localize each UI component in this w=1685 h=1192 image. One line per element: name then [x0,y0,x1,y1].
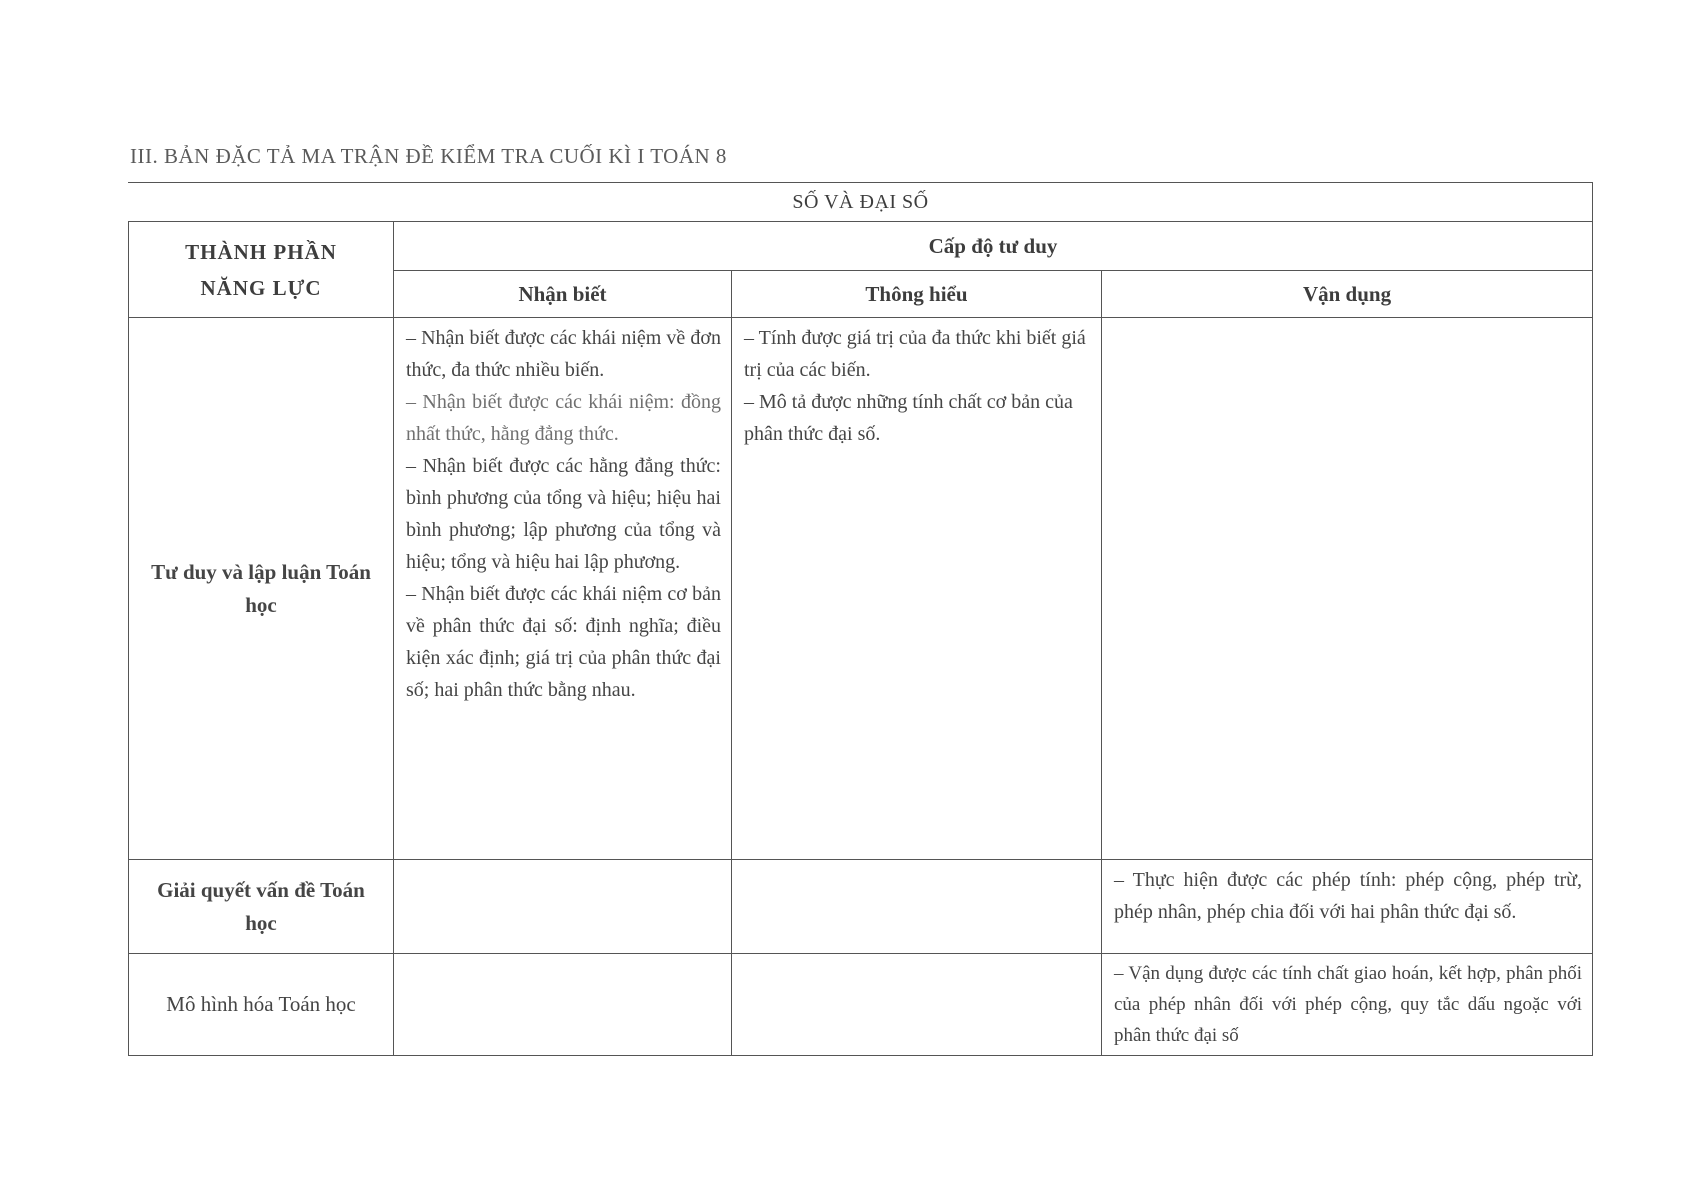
recognize-cell [394,954,732,1056]
topic-header: SỐ VÀ ĐẠI SỐ [129,183,1593,222]
apply-item: – Thực hiện được các phép tính: phép cộng, phép trừ, phép nhân, phép chia đối với hai phân thức đại số. [1114,869,1583,923]
specification-matrix-table [128,182,1593,1056]
recognize-cell [394,318,732,860]
table-row [129,954,1593,1056]
row-competency-label: Mô hình hóa Toán học [129,954,394,1056]
recognize-item: – Nhận biết được các khái niệm cơ bản về phân thức đại số: định nghĩa; điều kiện xác định; giá trị của phân thức đại số; hai phân thức bằng nhau. [406,583,721,701]
level-understand-header: Thông hiểu [732,271,1102,318]
understand-item: – Tính được giá trị của đa thức khi biết giá trị của các biến. [744,327,1086,381]
table-row [129,318,1593,860]
recognize-item: – Nhận biết được các khái niệm: đồng nhất thức, hằng đẳng thức. [406,391,721,445]
competency-header-text: THÀNH PHẦN NĂNG LỰC [185,239,337,300]
level-apply-header: Vận dụng [1102,271,1593,318]
table-row [129,860,1593,954]
row-competency-label: Giải quyết vấn đề Toán học [129,860,394,954]
recognize-item: – Nhận biết được các khái niệm về đơn thức, đa thức nhiều biến. [406,327,721,381]
recognize-item: – Nhận biết được các hằng đẳng thức: bình phương của tổng và hiệu; hiệu hai bình phương; lập phương của tổng và hiệu; tổng và hiệu hai lập phương. [406,455,721,573]
level-header: Cấp độ tư duy [394,222,1593,271]
row-competency-label: Tư duy và lập luận Toán học [129,318,394,860]
apply-cell [1102,318,1593,860]
apply-item: – Vận dụng được các tính chất giao hoán, kết hợp, phân phối của phép nhân đối với phép cộng, quy tắc dấu ngoặc với phân thức đại số [1114,963,1583,1046]
competency-header [129,222,394,318]
understand-cell [732,954,1102,1056]
level-recognize-header: Nhận biết [394,271,732,318]
understand-item: – Mô tả được những tính chất cơ bản của phân thức đại số. [744,391,1073,445]
understand-cell [732,860,1102,954]
recognize-cell [394,860,732,954]
apply-cell [1102,860,1593,954]
understand-cell [732,318,1102,860]
document-title: III. BẢN ĐẶC TẢ MA TRẬN ĐỀ KIỂM TRA CUỐI KÌ I TOÁN 8 [130,144,727,168]
apply-cell [1102,954,1593,1056]
